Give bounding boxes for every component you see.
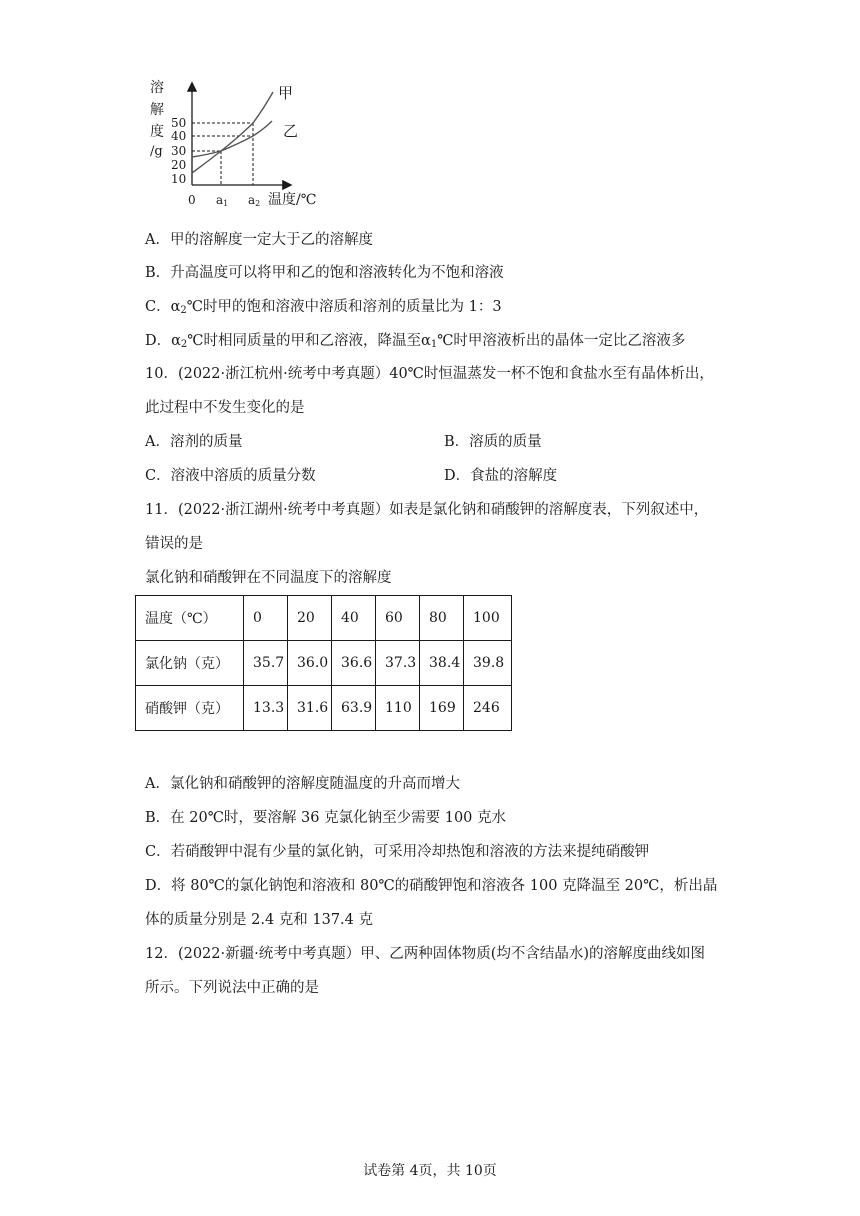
table-cell: 169 xyxy=(420,686,464,731)
q12-stem-line2: 所示。下列说法中正确的是 xyxy=(145,980,319,996)
q11-option-d-line1: D．将 80℃的氯化钠饱和溶液和 80℃的硝酸钾饱和溶液各 100 克降温至 20℃，析出晶 xyxy=(145,878,718,894)
table-cell: 110 xyxy=(376,686,420,731)
table-cell: 36.0 xyxy=(288,641,332,686)
ytick-50: 50 xyxy=(171,116,187,130)
ytick-30: 30 xyxy=(171,144,187,158)
q11-stem-line2: 错误的是 xyxy=(145,536,203,552)
q9-option-d: D．$\alpha_2℃$时相同质量的甲和乙溶液，降温至$\alpha_1℃$时甲溶液析出的晶体一定比乙溶液多 xyxy=(145,333,686,350)
q11-option-d-line2: 体的质量分别是 2.4 克和 137.4 克 xyxy=(145,912,374,928)
table-cell: 80 xyxy=(420,596,464,641)
solubility-graph xyxy=(140,72,340,212)
table-cell: 35.7 xyxy=(244,641,288,686)
ylabel-char-2: 解 xyxy=(150,102,164,118)
q10-stem-line1: 10．(2022·浙江杭州·统考中考真题）40℃时恒温蒸发一杯不饱和食盐水至有晶体析出， xyxy=(145,366,714,382)
q10-option-c: C．溶液中溶质的质量分数 xyxy=(145,468,316,484)
curve-yi xyxy=(192,121,272,157)
ytick-40: 40 xyxy=(171,129,187,143)
table-cell: 36.6 xyxy=(332,641,376,686)
q9-option-c: C．$\alpha_2℃$时甲的饱和溶液中溶质和溶剂的质量比为 1：3 xyxy=(145,299,502,316)
table-cell: 37.3 xyxy=(376,641,420,686)
table-cell: 硝酸钾（克） xyxy=(136,686,244,731)
table-cell: 31.6 xyxy=(288,686,332,731)
xtick-a1: a1 xyxy=(216,193,229,208)
table-cell: 60 xyxy=(376,596,420,641)
q10-stem-line2: 此过程中不发生变化的是 xyxy=(145,400,305,416)
table-cell: 246 xyxy=(464,686,512,731)
q11-option-c: C．若硝酸钾中混有少量的氯化钠，可采用冷却热饱和溶液的方法来提纯硝酸钾 xyxy=(145,844,650,860)
page-footer: 试卷第 4页，共 10页 xyxy=(363,1163,497,1179)
table-cell: 63.9 xyxy=(332,686,376,731)
table-cell: 39.8 xyxy=(464,641,512,686)
q10-option-d: D．食盐的溶解度 xyxy=(444,468,558,484)
table-row xyxy=(136,686,512,731)
table-cell: 100 xyxy=(464,596,512,641)
q9-option-b: B．升高温度可以将甲和乙的饱和溶液转化为不饱和溶液 xyxy=(145,265,504,281)
ytick-20: 20 xyxy=(171,158,187,172)
q12-stem-line1: 12．(2022·新疆·统考中考真题）甲、乙两种固体物质(均不含结晶水)的溶解度曲线如图 xyxy=(145,946,706,962)
origin-label: 0 xyxy=(188,193,196,207)
solubility-table xyxy=(135,595,512,731)
table-cell: 20 xyxy=(288,596,332,641)
ylabel-char-3: 度 xyxy=(150,124,164,140)
table-cell: 13.3 xyxy=(244,686,288,731)
table-row xyxy=(136,596,512,641)
ylabel-char-1: 溶 xyxy=(150,80,164,96)
series-label-yi: 乙 xyxy=(283,122,299,140)
ylabel-unit: /g xyxy=(150,144,163,159)
table-row xyxy=(136,641,512,686)
table-cell: 温度（℃） xyxy=(136,596,244,641)
series-label-jia: 甲 xyxy=(278,84,294,102)
ytick-10: 10 xyxy=(171,172,187,186)
q11-table-title: 氯化钠和硝酸钾在不同温度下的溶解度 xyxy=(145,570,392,586)
q11-option-a: A．氯化钠和硝酸钾的溶解度随温度的升高而增大 xyxy=(145,776,460,792)
q11-option-b: B．在 20℃时，要溶解 36 克氯化钠至少需要 100 克水 xyxy=(145,810,506,826)
xtick-a2: a2 xyxy=(248,193,261,208)
q9-option-a: A．甲的溶解度一定大于乙的溶解度 xyxy=(145,232,373,248)
table-cell: 0 xyxy=(244,596,288,641)
xlabel: 温度/℃ xyxy=(268,192,317,208)
table-cell: 38.4 xyxy=(420,641,464,686)
q10-option-a: A．溶剂的质量 xyxy=(145,434,243,450)
q11-stem-line1: 11．(2022·浙江湖州·统考中考真题）如表是氯化钠和硝酸钾的溶解度表，下列叙述中， xyxy=(145,502,709,518)
curve-jia xyxy=(192,92,273,173)
q10-option-b: B．溶质的质量 xyxy=(444,434,542,450)
table-cell: 40 xyxy=(332,596,376,641)
table-cell: 氯化钠（克） xyxy=(136,641,244,686)
